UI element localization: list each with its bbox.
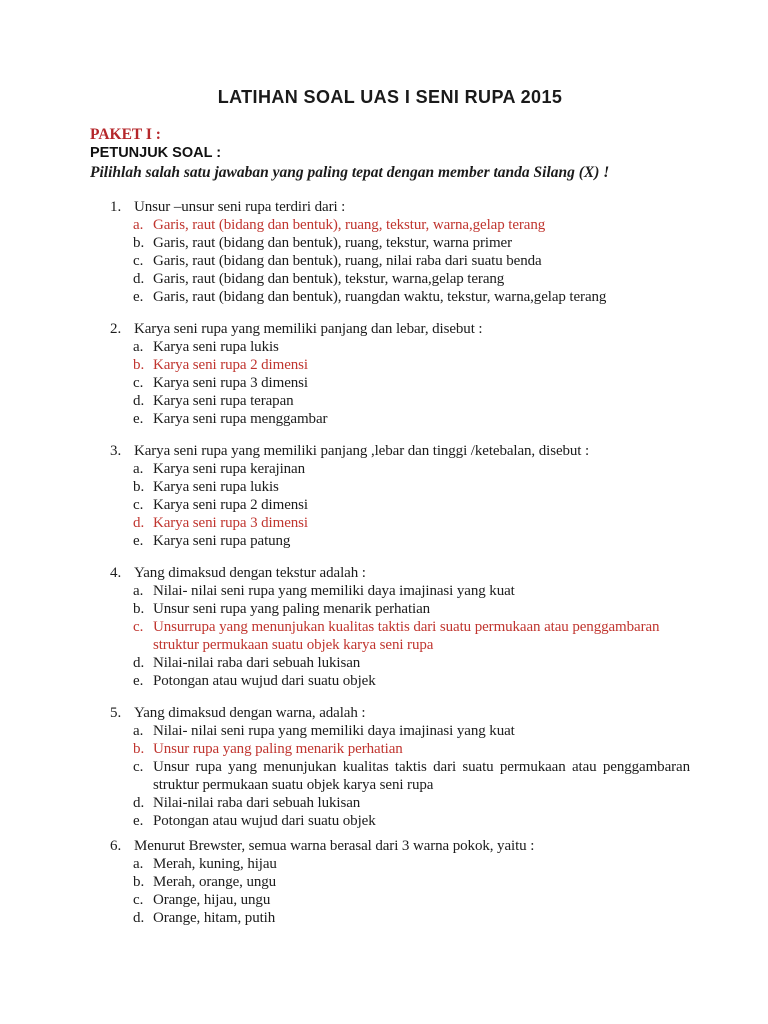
option-row <box>90 496 690 514</box>
option-letter: b. <box>133 741 145 757</box>
option-text: Karya seni rupa lukis <box>153 339 279 355</box>
option-text: Orange, hijau, ungu <box>153 892 271 908</box>
question-text: Karya seni rupa yang memiliki panjang dan lebar, disebut : <box>134 321 483 337</box>
option-row <box>90 216 690 234</box>
question-list <box>90 198 690 927</box>
option-text: Nilai- nilai seni rupa yang memiliki daya imajinasi yang kuat <box>153 583 515 599</box>
option-text: Garis, raut (bidang dan bentuk), ruangdan waktu, tekstur, warna,gelap terang <box>153 289 607 305</box>
option-letter: b. <box>133 601 145 617</box>
option-letter: c. <box>133 619 144 635</box>
option-letter: a. <box>133 723 144 739</box>
question-6 <box>90 837 690 927</box>
paket-label: PAKET I : <box>90 126 161 143</box>
option-letter: e. <box>133 673 144 689</box>
option-row <box>90 288 690 306</box>
option-letter: e. <box>133 813 144 829</box>
option-text: Nilai-nilai raba dari sebuah lukisan <box>153 655 361 671</box>
option-row <box>90 374 690 392</box>
option-text: Unsurrupa yang menunjukan kualitas taktis dari suatu permukaan atau penggambaran struktur permukaan suatu objek karya seni rupa <box>153 619 660 653</box>
question-number: 5. <box>110 705 122 721</box>
option-text: Karya seni rupa terapan <box>153 393 294 409</box>
question-text: Karya seni rupa yang memiliki panjang ,lebar dan tinggi /ketebalan, disebut : <box>134 443 590 459</box>
option-letter: d. <box>133 271 145 287</box>
option-row <box>90 582 690 600</box>
page-content <box>90 88 690 927</box>
option-row <box>90 410 690 428</box>
question-text: Yang dimaksud dengan tekstur adalah : <box>134 565 366 581</box>
option-text: Potongan atau wujud dari suatu objek <box>153 673 376 689</box>
instruction-text: Pilihlah salah satu jawaban yang paling tepat dengan member tanda Silang (X) ! <box>90 164 610 181</box>
option-text: Garis, raut (bidang dan bentuk), ruang, nilai raba dari suatu benda <box>153 253 542 269</box>
option-row <box>90 873 690 891</box>
question-number: 4. <box>110 565 122 581</box>
question-4 <box>90 564 690 690</box>
option-text: Unsur rupa yang menunjukan kualitas taktis dari suatu permukaan atau penggambaran struktur permukaan suatu objek karya seni rupa <box>153 759 690 793</box>
question-2 <box>90 320 690 428</box>
option-text: Garis, raut (bidang dan bentuk), tekstur, warna,gelap terang <box>153 271 505 287</box>
option-text: Karya seni rupa menggambar <box>153 411 328 427</box>
option-text: Unsur rupa yang paling menarik perhatian <box>153 741 403 757</box>
option-row <box>90 812 690 830</box>
question-number: 6. <box>110 838 122 854</box>
option-letter: e. <box>133 411 144 427</box>
option-row <box>90 618 690 654</box>
option-row <box>90 356 690 374</box>
option-row <box>90 460 690 478</box>
option-letter: a. <box>133 856 144 872</box>
option-letter: c. <box>133 375 144 391</box>
option-row <box>90 672 690 690</box>
option-letter: e. <box>133 533 144 549</box>
option-row <box>90 270 690 288</box>
option-text: Orange, hitam, putih <box>153 910 276 926</box>
option-text: Nilai- nilai seni rupa yang memiliki daya imajinasi yang kuat <box>153 723 515 739</box>
option-text: Potongan atau wujud dari suatu objek <box>153 813 376 829</box>
page-title: LATIHAN SOAL UAS I SENI RUPA 2015 <box>217 87 563 107</box>
option-letter: a. <box>133 461 144 477</box>
question-number: 1. <box>110 199 122 215</box>
option-letter: c. <box>133 497 144 513</box>
question-header <box>90 704 690 722</box>
option-text: Nilai-nilai raba dari sebuah lukisan <box>153 795 361 811</box>
option-letter: c. <box>133 892 144 908</box>
question-number: 2. <box>110 321 122 337</box>
question-text: Yang dimaksud dengan warna, adalah : <box>134 705 366 721</box>
option-letter: b. <box>133 479 145 495</box>
option-row <box>90 740 690 758</box>
option-letter: a. <box>133 217 144 233</box>
option-text: Merah, orange, ungu <box>153 874 277 890</box>
option-letter: b. <box>133 357 145 373</box>
question-header <box>90 320 690 338</box>
option-row <box>90 252 690 270</box>
option-row <box>90 392 690 410</box>
option-row <box>90 514 690 532</box>
option-letter: e. <box>133 289 144 305</box>
question-header <box>90 564 690 582</box>
option-letter: d. <box>133 910 145 926</box>
option-letter: a. <box>133 583 144 599</box>
option-letter: d. <box>133 515 145 531</box>
option-text: Merah, kuning, hijau <box>153 856 277 872</box>
option-text: Karya seni rupa kerajinan <box>153 461 306 477</box>
question-header <box>90 837 690 855</box>
option-text: Garis, raut (bidang dan bentuk), ruang, tekstur, warna primer <box>153 235 513 251</box>
option-row <box>90 478 690 496</box>
option-text: Karya seni rupa 2 dimensi <box>153 497 308 513</box>
option-text: Unsur seni rupa yang paling menarik perhatian <box>153 601 431 617</box>
question-number: 3. <box>110 443 122 459</box>
option-row <box>90 338 690 356</box>
option-letter: b. <box>133 874 145 890</box>
question-header <box>90 198 690 216</box>
option-letter: c. <box>133 253 144 269</box>
question-5 <box>90 704 690 830</box>
question-3 <box>90 442 690 550</box>
option-letter: c. <box>133 759 144 775</box>
option-letter: b. <box>133 235 145 251</box>
option-row <box>90 532 690 550</box>
option-letter: d. <box>133 795 145 811</box>
option-letter: a. <box>133 339 144 355</box>
option-text: Karya seni rupa patung <box>153 533 291 549</box>
option-row <box>90 909 690 927</box>
option-row <box>90 891 690 909</box>
option-row <box>90 758 690 794</box>
question-text: Unsur –unsur seni rupa terdiri dari : <box>134 199 346 215</box>
petunjuk-label: PETUNJUK SOAL : <box>90 145 222 161</box>
option-row <box>90 234 690 252</box>
option-row <box>90 855 690 873</box>
question-1 <box>90 198 690 306</box>
option-row <box>90 600 690 618</box>
option-row <box>90 794 690 812</box>
option-row <box>90 654 690 672</box>
question-text: Menurut Brewster, semua warna berasal dari 3 warna pokok, yaitu : <box>134 838 535 854</box>
option-text: Karya seni rupa lukis <box>153 479 279 495</box>
option-text: Karya seni rupa 3 dimensi <box>153 515 308 531</box>
question-header <box>90 442 690 460</box>
option-text: Garis, raut (bidang dan bentuk), ruang, tekstur, warna,gelap terang <box>153 217 546 233</box>
option-text: Karya seni rupa 2 dimensi <box>153 357 308 373</box>
option-letter: d. <box>133 655 145 671</box>
option-text: Karya seni rupa 3 dimensi <box>153 375 308 391</box>
option-letter: d. <box>133 393 145 409</box>
option-row <box>90 722 690 740</box>
